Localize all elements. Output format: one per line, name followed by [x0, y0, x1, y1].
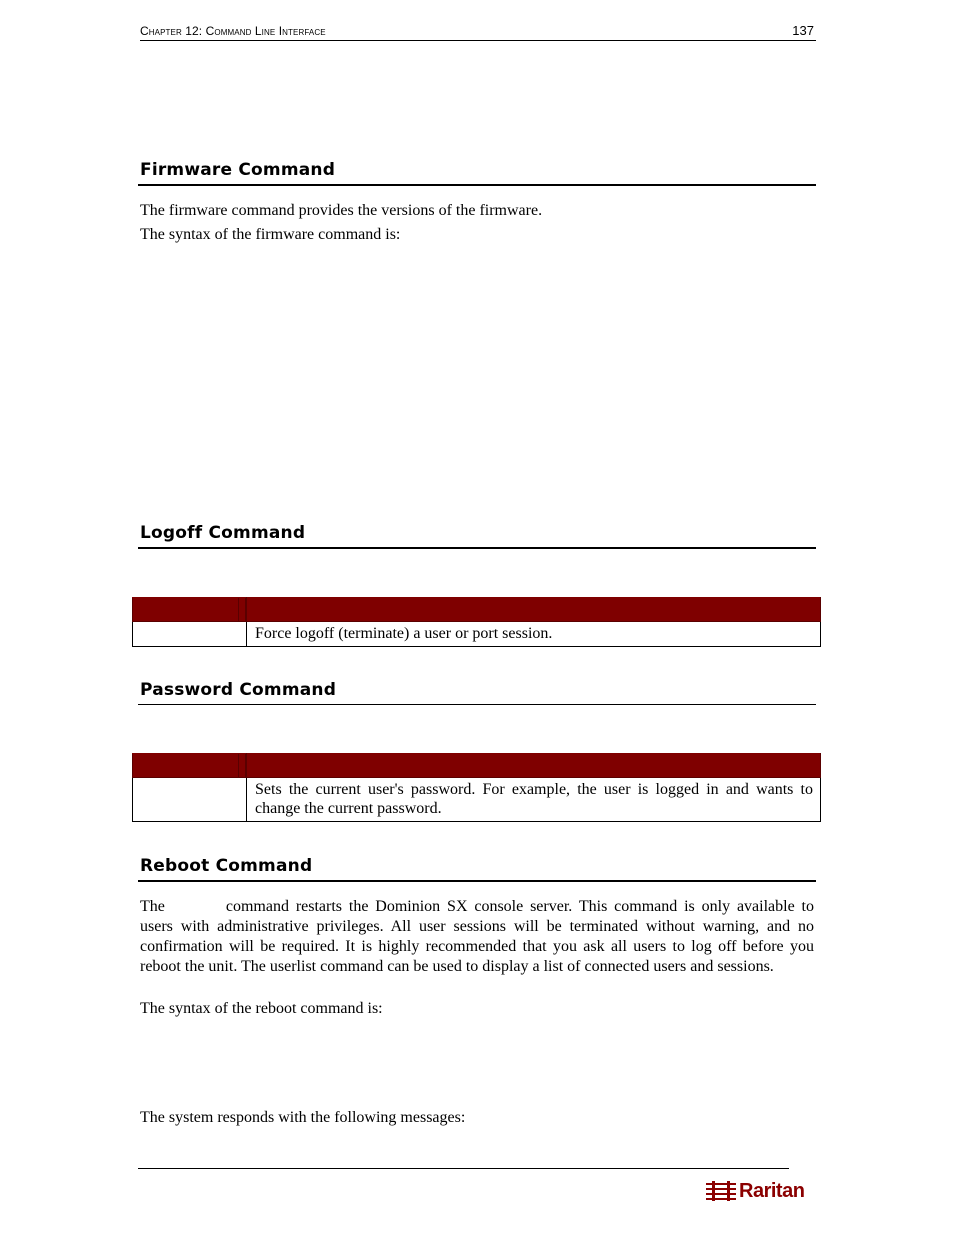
firmware-syntax-intro: The syntax of the firmware command is:	[140, 226, 401, 243]
raritan-logo-text: Raritan	[739, 1179, 805, 1202]
password-description-cell: Sets the current user's password. For example, the user is logged in and wants to change the current password.	[247, 778, 821, 822]
password-command-cell	[133, 778, 247, 822]
reboot-section-title: Reboot Command	[140, 856, 313, 876]
firmware-section-title: Firmware Command	[140, 160, 336, 180]
running-header	[140, 23, 816, 41]
table-row	[133, 622, 821, 647]
password-header-cell-1	[133, 754, 247, 778]
logoff-command-table	[132, 597, 821, 647]
reboot-response-intro: The system responds with the following messages:	[140, 1109, 466, 1126]
logoff-section-title: Logoff Command	[140, 523, 306, 543]
raritan-logo	[706, 1179, 812, 1203]
logoff-header-cell-2	[247, 598, 821, 622]
chapter-title: Chapter 12: Command Line Interface	[140, 24, 326, 38]
password-section-title: Password Command	[140, 680, 337, 700]
reboot-title-rule	[138, 880, 816, 882]
logoff-command-cell	[133, 622, 247, 647]
page-number: 137	[792, 23, 814, 38]
reboot-syntax-intro: The syntax of the reboot command is:	[140, 1000, 383, 1017]
password-table-header	[133, 754, 821, 778]
logoff-title-rule	[138, 547, 816, 549]
password-title-rule	[138, 704, 816, 705]
table-row	[133, 778, 821, 822]
logoff-header-cell-1	[133, 598, 247, 622]
raritan-logo-icon	[706, 1181, 736, 1201]
firmware-title-rule	[138, 184, 816, 186]
logoff-table-header	[133, 598, 821, 622]
logoff-description-cell: Force logoff (terminate) a user or port session.	[247, 622, 821, 647]
firmware-description: The firmware command provides the versions of the firmware.	[140, 202, 543, 219]
reboot-description-rest: command restarts the Dominion SX console server. This command is only available to users with administrative privileges. All user sessions will be terminated without warning, and no confirmation will be required. It is highly recommended that you ask all users to log off before you reboot the unit. The userlist command can be used to display a list of connected users and sessions.	[140, 898, 814, 975]
password-command-table	[132, 753, 821, 822]
password-header-cell-2	[247, 754, 821, 778]
reboot-description-start: The	[140, 898, 165, 915]
reboot-description	[140, 897, 814, 977]
footer-rule	[138, 1168, 789, 1169]
